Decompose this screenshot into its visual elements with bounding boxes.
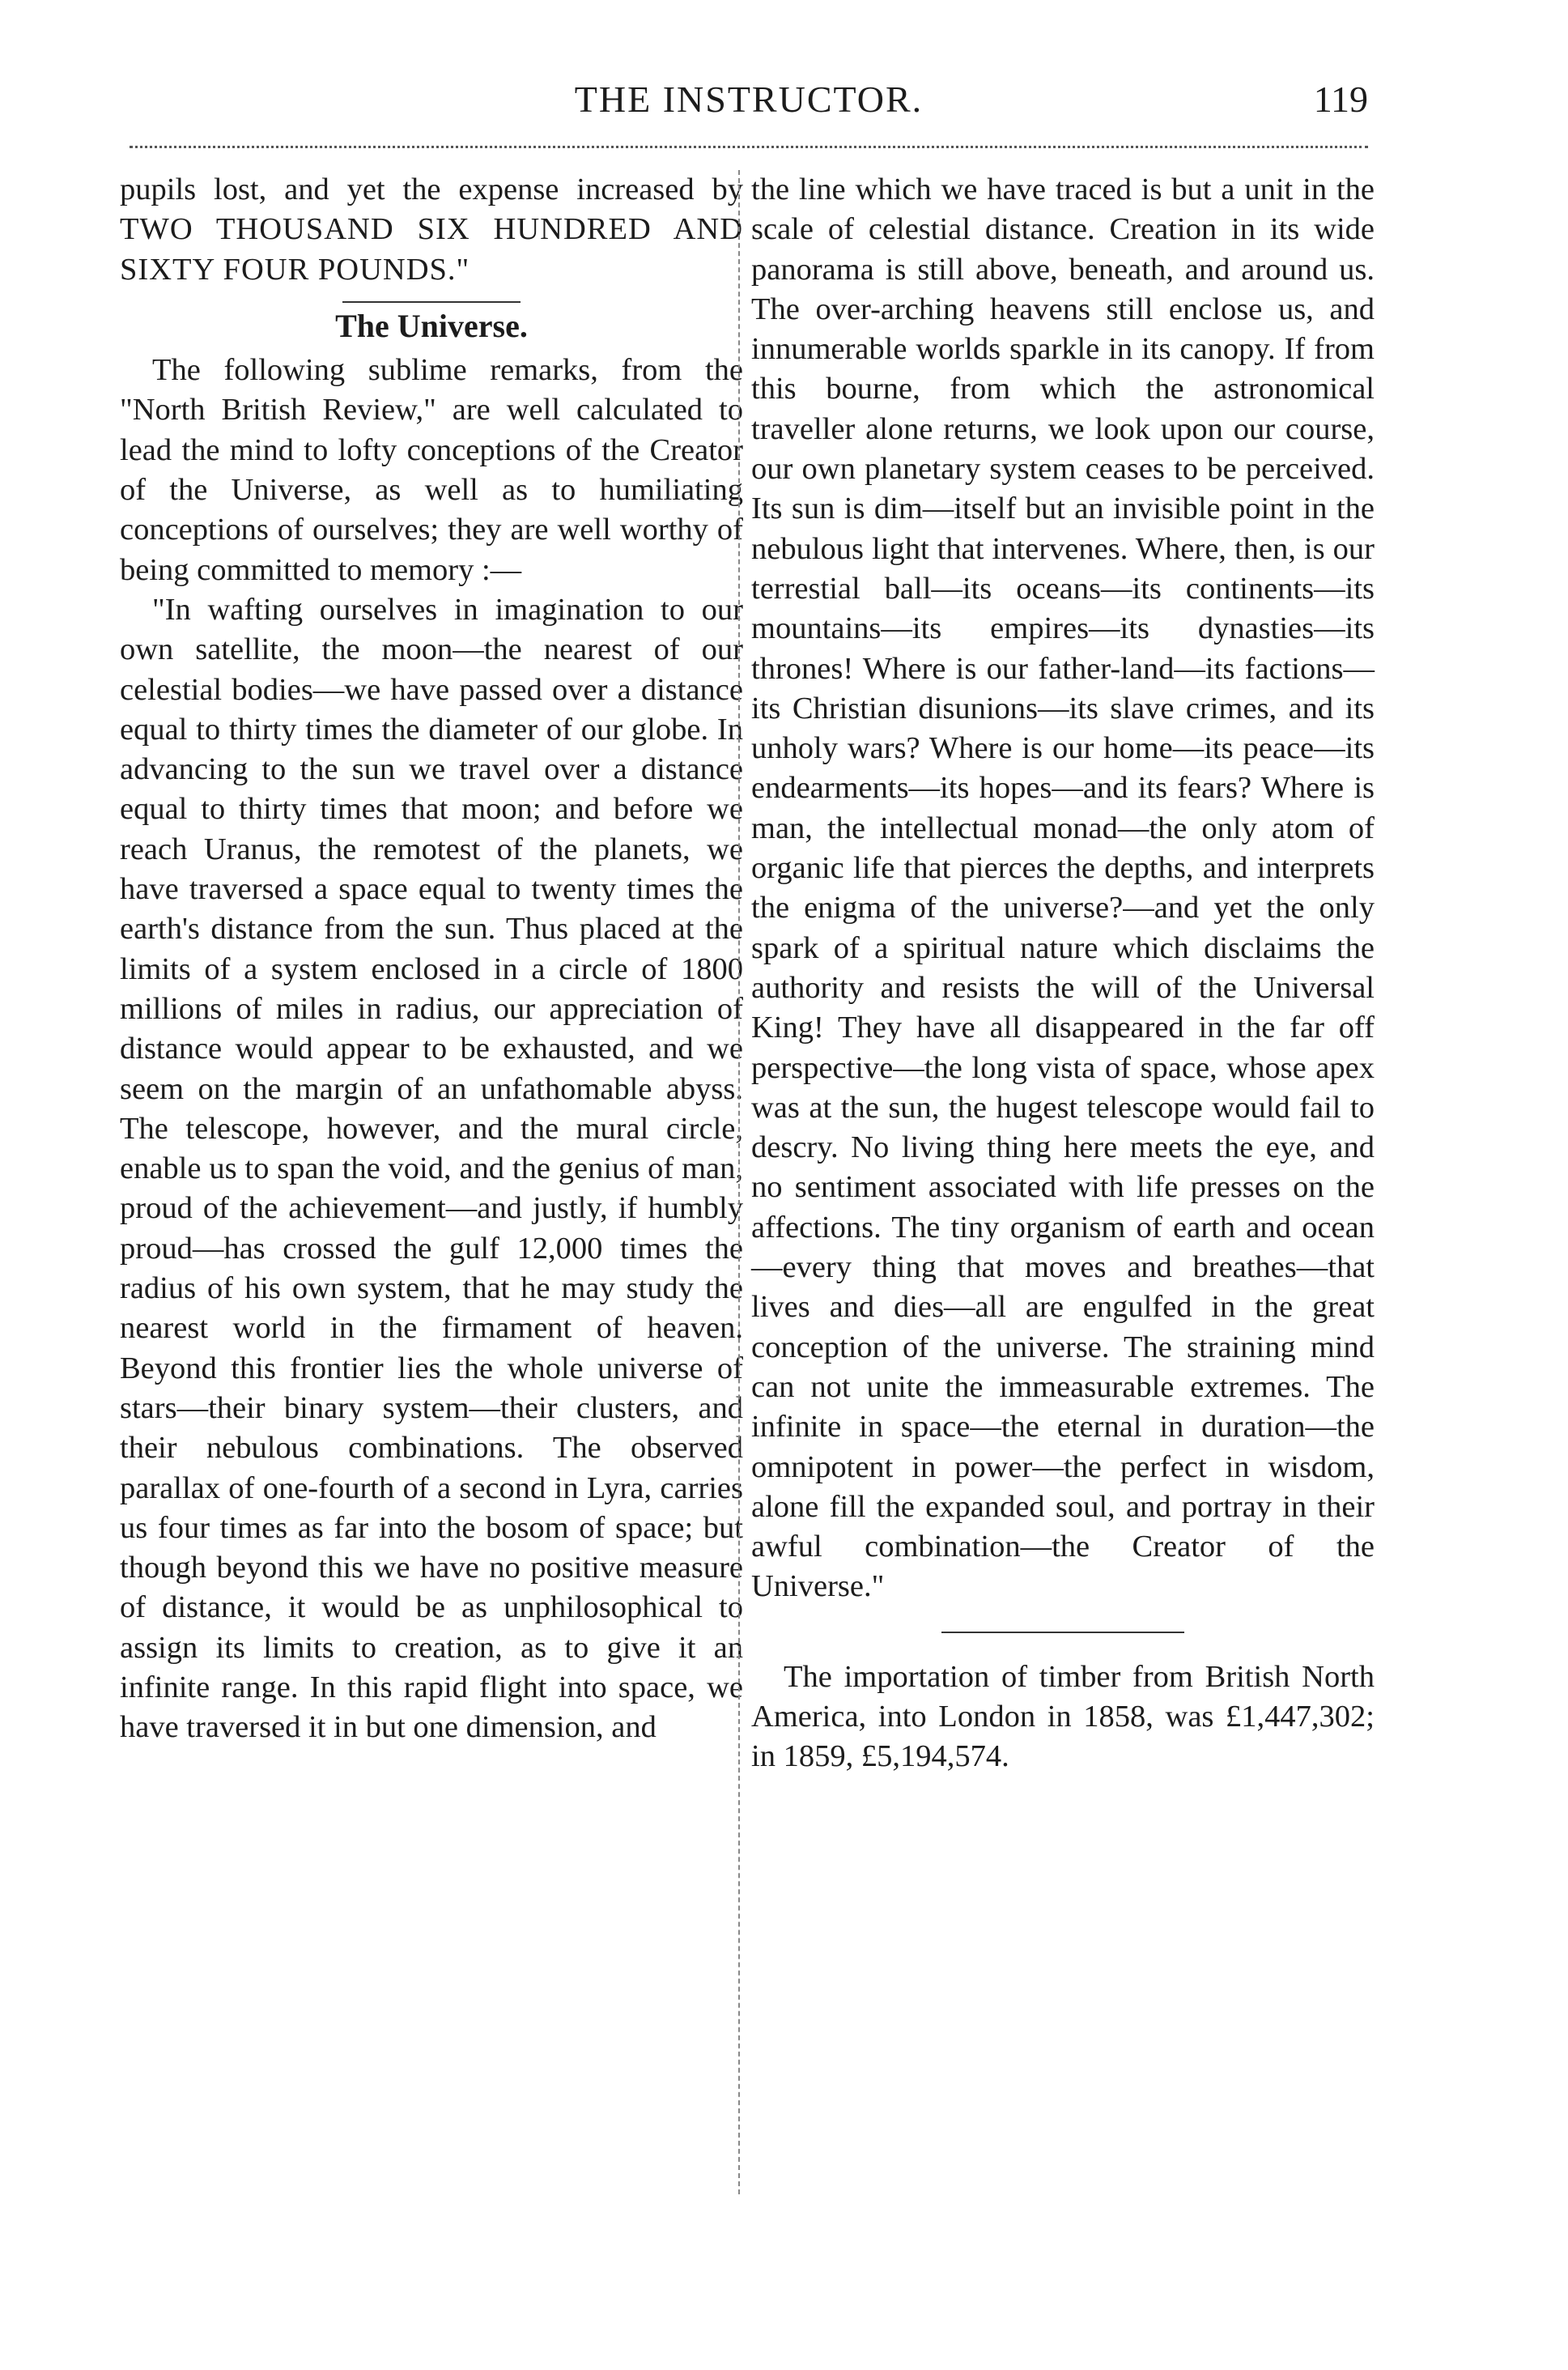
column-divider: [738, 170, 740, 2194]
section-title: The Universe.: [335, 307, 528, 344]
continuation-text: pupils lost, and yet the expense increased by: [120, 172, 743, 206]
section-separator: [342, 301, 521, 303]
article-end-rule: [941, 1632, 1184, 1633]
right-column: [751, 170, 1375, 1777]
quote-paragraph: "In wafting ourselves in imagination to our own satellite, the moon—the nearest of our celestial bodies—we have passed over a distance equal to thirty times the diameter of our globe. In advancing to the sun we travel over a distance equal to thirty times that moon; and before we reach Uranus, the remotest of the planets, we have traversed a space equal to twenty times the earth's distance from the sun. Thus placed at the limits of a system enclosed in a circle of 1800 millions of miles in radius, our appreciation of distance would appear to be exhausted, and we seem on the margin of an unfathomable abyss. The telescope, however, and the mural circle, enable us to span the void, and the genius of man, proud of the achievement—and justly, if humbly proud—has crossed the gulf 12,000 times the radius of his own system, that he may study the nearest world in the firmament of heaven. Beyond this frontier lies the whole universe of stars—their binary system—their clusters, and their nebulous combinations. The observed parallax of one-fourth of a second in Lyra, carries us four times as far into the bosom of space; but though beyond this we have no positive measure of distance, it would be as unphilosophical to assign its limits to creation, as to give it an infinite range. In this rapid flight into space, we have traversed it in but one dimension, and: [120, 592, 743, 1745]
page-header: [130, 78, 1368, 130]
left-column: [120, 170, 743, 1748]
continuation-paragraph: [120, 170, 743, 290]
timber-news-item: The importation of timber from British North America, into London in 1858, was £1,447,302; in 1859, £5,194,574.: [751, 1659, 1375, 1774]
page-number: 119: [1313, 79, 1368, 120]
header-rule: [130, 146, 1368, 148]
running-title: THE INSTRUCTOR.: [574, 79, 924, 120]
intro-paragraph: The following sublime remarks, from the "North British Review," are well calculated to lead the mind to lofty conceptions of the Creator of the Universe, as well as to humiliating conceptions of ourselves; they are well worthy of being committed to memory :—: [120, 353, 743, 587]
amount-in-words: TWO THOUSAND SIX HUNDRED AND SIXTY FOUR POUNDS.": [120, 212, 743, 287]
quote-continuation: the line which we have traced is but a unit in the scale of celestial distance. Creation in its wide panorama is still above, beneath, and around us. The over-arching heavens still enclose us, and innumerable worlds sparkle in its canopy. If from this bourne, from which the astronomical traveller alone returns, we look upon our course, our own planetary system ceases to be perceived. Its sun is dim—itself but an invisible point in the nebulous light that intervenes. Where, then, is our terrestial ball—its oceans—its continents—its mountains—its empires—its dynasties—its thrones! Where is our father-land—its factions—its Christian disunions—its slave crimes, and its unholy wars? Where is our home—its peace—its endearments—its hopes—and its fears? Where is man, the intellectual monad—the only atom of organic life that pierces the depths, and interprets the enigma of the universe?—and yet the only spark of a spiritual nature which disclaims the authority and resists the will of the Universal King! They have all disappeared in the far off perspective—the long vista of space, whose apex was at the sun, the hugest telescope would fail to descry. No living thing here meets the eye, and no sentiment associated with life presses on the affections. The tiny organism of earth and ocean—every thing that moves and breathes—that lives and dies—all are engulfed in the great conception of the universe. The straining mind can not unite the immeasurable extremes. The infinite in space—the eternal in duration—the omnipotent in power—the perfect in wisdom, alone fill the expanded soul, and portray in their awful combination—the Creator of the Universe.": [751, 172, 1375, 1604]
